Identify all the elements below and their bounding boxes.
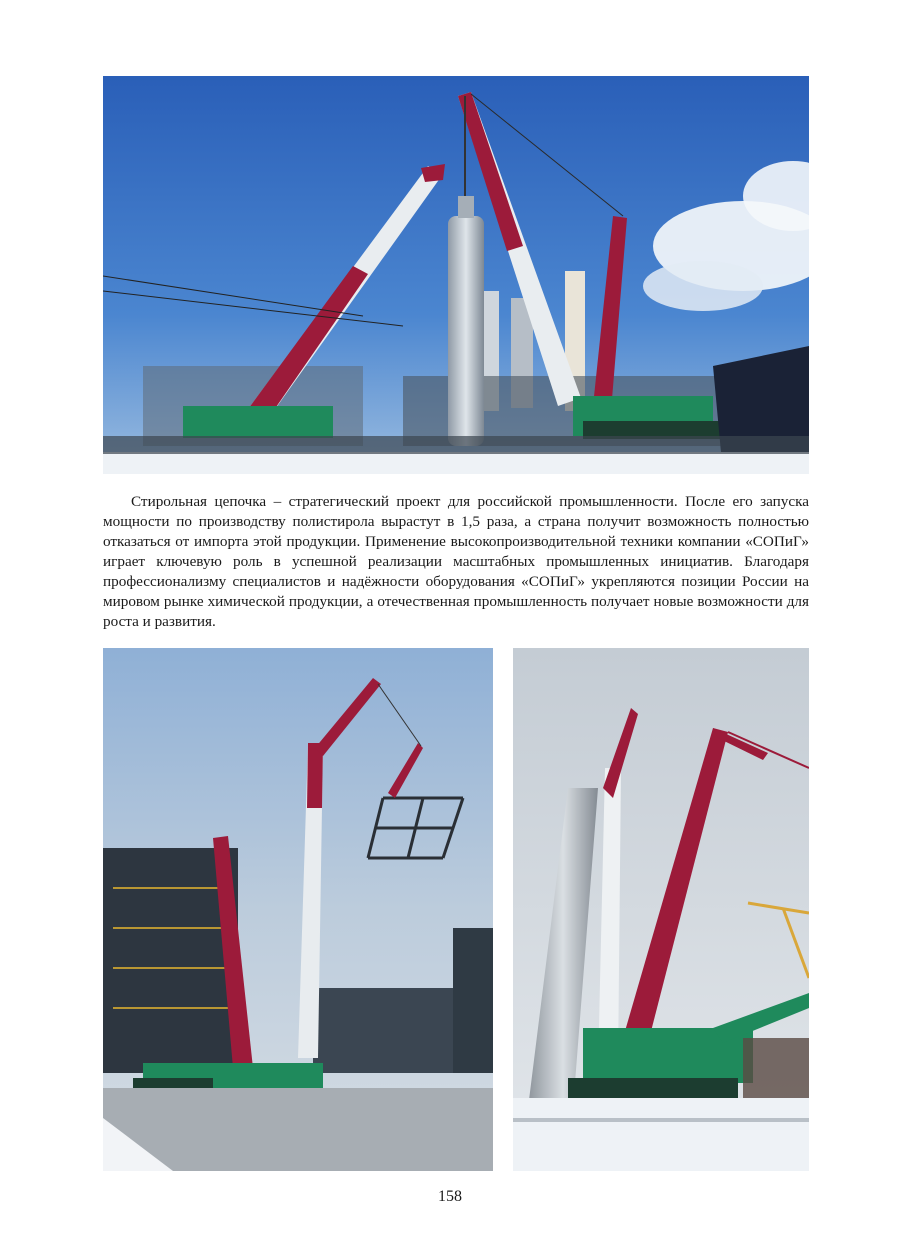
photo-cranes-lifting-column-blue-sky	[103, 76, 809, 474]
photo-crane-beside-tall-column	[513, 648, 809, 1171]
body-paragraph: Стирольная цепочка – стратегический проект для российской промышленности. После его запуска мощности по производству полистирола вырастут в 1,5 раза, а страна получит возможность полностью отказаться от импорта этой продукции. Применение высокопроизводительной техники компании «СОПиГ» играет ключевую роль в успешной реализации масштабных промышленных инициатив. Благодаря профессионализму специалистов и надёжности оборудования «СОПиГ» укрепляются позиции России на мировом рынке химической продукции, а отечественная промышленность получает новые возможности для роста и развития.	[103, 493, 809, 630]
page-number: 158	[438, 1188, 462, 1205]
photo-crane-lifting-steel-module	[103, 648, 493, 1171]
